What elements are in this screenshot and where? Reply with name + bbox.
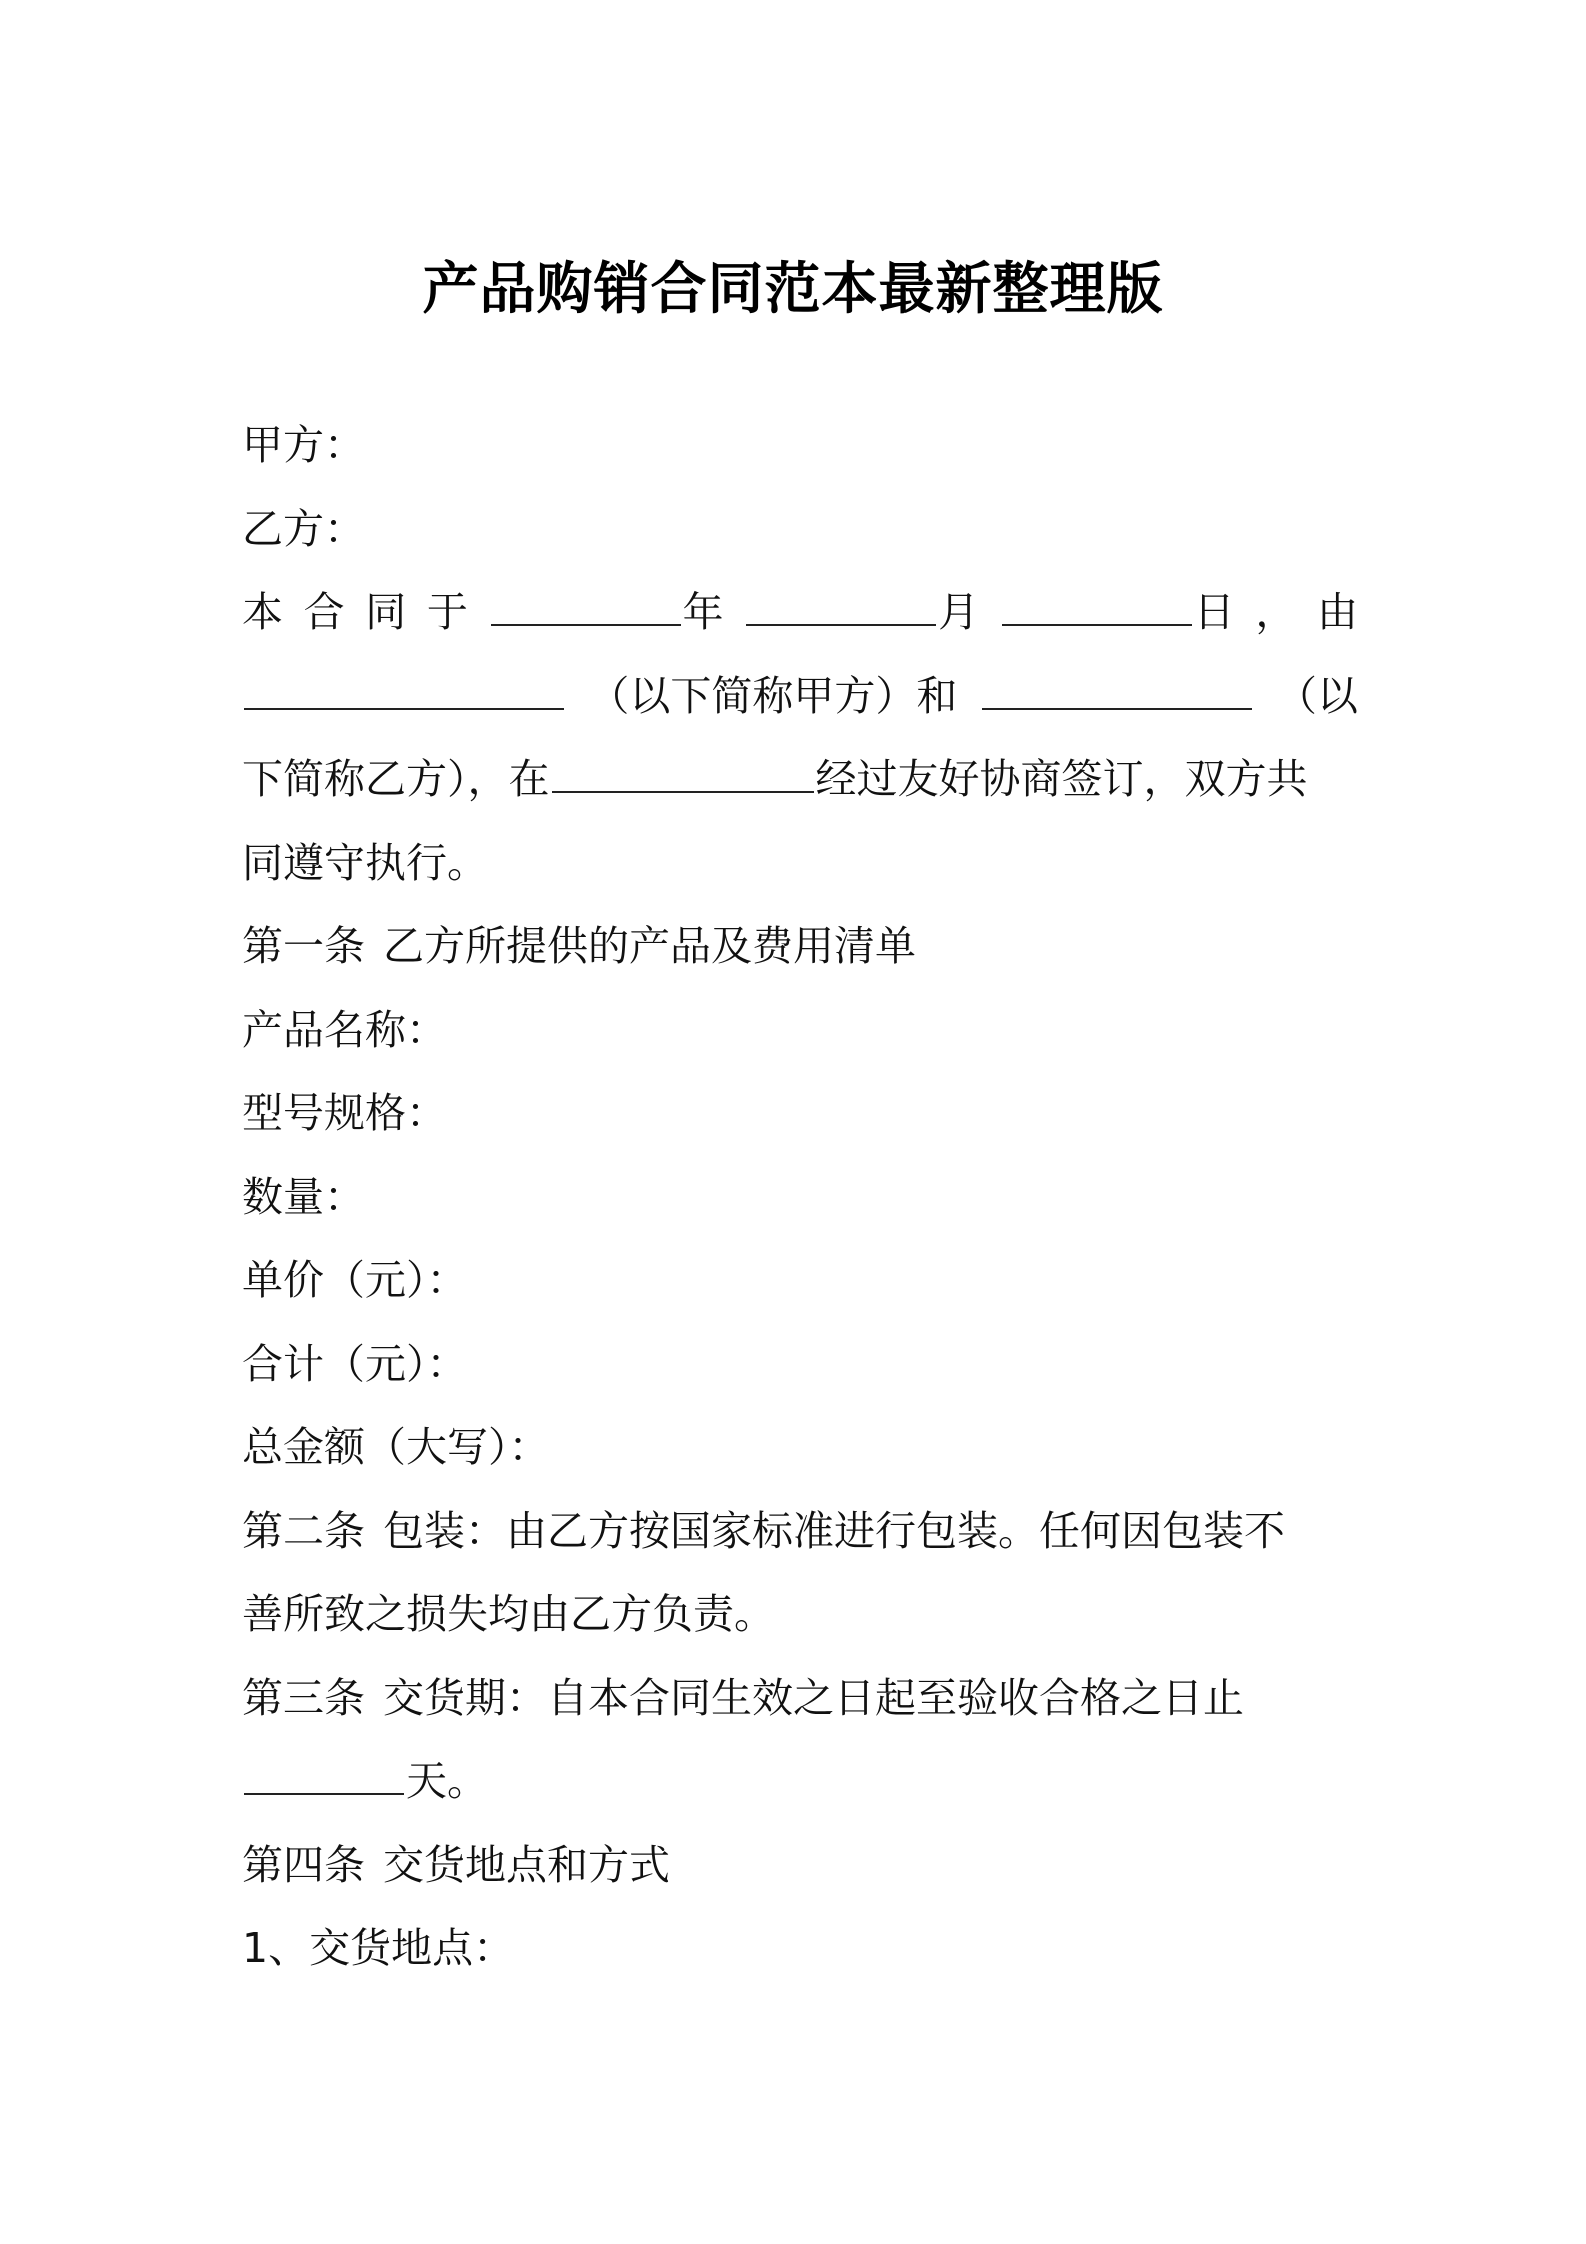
- intro-text: （以: [1275, 671, 1358, 720]
- intro-char: 本: [242, 588, 283, 636]
- document-title: 产品购销合同范本最新整理版: [422, 257, 1164, 322]
- article-2-line-1: [242, 1490, 1358, 1574]
- intro-line-1: [242, 571, 1358, 655]
- article-text: 天。: [406, 1757, 488, 1805]
- document-body: [242, 404, 1358, 1991]
- blank-party-a: [244, 678, 564, 710]
- field-quantity: 数量：: [242, 1172, 365, 1221]
- article-2-line-2: 善所致之损失均由乙方负责。: [242, 1590, 775, 1638]
- date-month: 月: [744, 571, 979, 655]
- article-heading: 交货地点和方式: [383, 1840, 670, 1889]
- intro-char: 同: [365, 588, 407, 636]
- intro-line-3: [242, 738, 1358, 822]
- intro-line-4: 同遵守执行。: [242, 838, 488, 887]
- field-product-name: 产品名称：: [242, 1005, 447, 1054]
- article-number: 第二条: [242, 1506, 365, 1555]
- article-number: 第四条: [242, 1840, 365, 1889]
- article-heading: 乙方所提供的产品及费用清单: [383, 922, 916, 970]
- intro-char: 合: [303, 588, 345, 636]
- blank-year: [491, 594, 681, 626]
- blank-place: [552, 761, 814, 793]
- date-day: 日: [1000, 571, 1235, 655]
- intro-text: （以下简称甲方）和: [588, 671, 958, 720]
- intro-char: 于: [426, 588, 468, 636]
- intro-char: 由: [1317, 588, 1358, 636]
- date-year: 年: [489, 571, 724, 655]
- intro-text: 经过友好协商签订，双方共: [815, 755, 1308, 803]
- intro-line-2: [242, 655, 1358, 739]
- blank-party-b: [982, 678, 1252, 710]
- blank-day: [1002, 594, 1192, 626]
- article-text: 交货期：自本合同生效之日起至验收合格之日止: [383, 1673, 1244, 1722]
- blank-month: [746, 594, 936, 626]
- party-a-line: 甲方：: [242, 421, 365, 469]
- article-number: 第一条: [242, 922, 365, 970]
- intro-char: ，: [1255, 588, 1297, 636]
- article-text: 包装：由乙方按国家标准进行包装。任何因包装不: [383, 1506, 1285, 1555]
- field-model-spec: 型号规格：: [242, 1089, 447, 1137]
- field-unit-price: 单价（元）：: [242, 1256, 468, 1304]
- article-1-heading: [242, 905, 1358, 989]
- article-4-item-1: 1、交货地点：: [242, 1924, 515, 1972]
- article-4-heading: [242, 1824, 1358, 1908]
- blank-days: [244, 1763, 404, 1795]
- intro-text: 下简称乙方），在: [242, 755, 550, 803]
- field-subtotal: 合计（元）：: [242, 1339, 468, 1388]
- article-3-line-2: [242, 1740, 1358, 1824]
- party-b-line: 乙方：: [242, 504, 365, 553]
- article-3-line-1: [242, 1657, 1358, 1741]
- field-total-amount: 总金额（大写）：: [242, 1423, 550, 1471]
- article-number: 第三条: [242, 1673, 365, 1722]
